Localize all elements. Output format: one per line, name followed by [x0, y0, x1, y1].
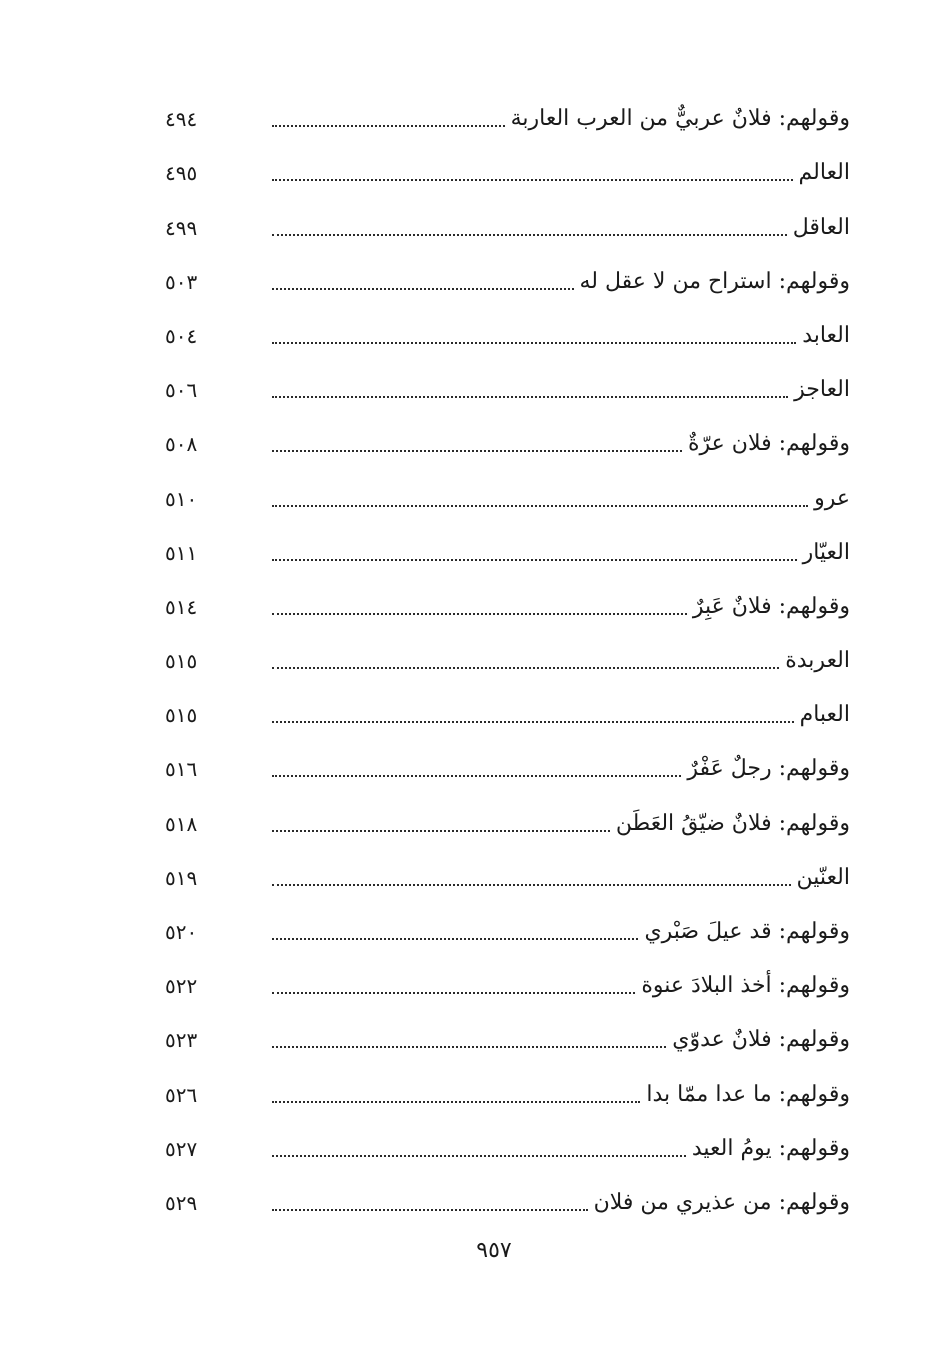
entry-page-number: ٥٢٧ — [165, 1136, 198, 1161]
entry-title: وقولهم: أخذ البلادَ عنوة — [641, 973, 850, 999]
toc-entry — [165, 514, 850, 568]
entry-title: العبام — [799, 702, 850, 728]
entry-title: العالم — [798, 160, 850, 186]
entry-title: العابد — [802, 322, 850, 348]
toc-entry — [165, 80, 850, 134]
toc-entry — [165, 243, 850, 297]
dot-leader — [272, 234, 787, 236]
entry-title: وقولهم: فلان عرّةٌ — [688, 431, 850, 457]
dot-leader — [272, 1209, 588, 1211]
dot-leader — [272, 179, 793, 181]
entry-title: وقولهم: قد عيلَ صَبْري — [644, 919, 850, 944]
entry-title: وقولهم: فلانٌ عدوّي — [672, 1027, 850, 1053]
entry-title: وقولهم: من عذيري من فلان — [593, 1189, 850, 1215]
dot-leader — [272, 505, 808, 507]
toc-entry — [165, 134, 850, 188]
dot-leader — [272, 342, 796, 344]
entry-page-number: ٥١٤ — [165, 594, 198, 619]
entry-title: وقولهم: رجلٌ عَفْرٌ — [687, 756, 850, 782]
footer-page-number: ٩٥٧ — [476, 1238, 512, 1263]
entry-page-number: ٥٠٨ — [165, 432, 198, 457]
toc-entry — [165, 730, 850, 784]
entry-title: العاقل — [792, 214, 850, 240]
entry-title: وقولهم: يومُ العيد — [691, 1135, 850, 1161]
toc-entry — [165, 676, 850, 730]
toc-entry — [165, 568, 850, 622]
entry-page-number: ٥٢٦ — [165, 1082, 198, 1107]
entry-page-number: ٥٢٢ — [165, 974, 198, 999]
entry-title: وقولهم: ما عدا ممّا بدا — [646, 1081, 850, 1107]
toc-entry — [165, 1110, 850, 1164]
dot-leader — [272, 830, 610, 832]
entry-title: العربدة — [785, 648, 850, 674]
entry-page-number: ٤٩٩ — [165, 215, 198, 240]
entry-page-number: ٥١٥ — [165, 649, 198, 674]
entry-title: وقولهم: فلانٌ ضيّقُ العَطَن — [615, 810, 850, 836]
toc-entry — [165, 351, 850, 405]
entry-page-number: ٥١٨ — [165, 811, 198, 836]
dot-leader — [272, 613, 687, 615]
entry-title: عرو — [814, 485, 850, 511]
dot-leader — [272, 288, 574, 290]
toc-entry — [165, 459, 850, 513]
entry-page-number: ٥٠٤ — [165, 323, 198, 348]
entry-page-number: ٥١٩ — [165, 865, 198, 890]
dot-leader — [272, 721, 794, 723]
entry-page-number: ٥١٦ — [165, 757, 198, 782]
table-of-contents — [165, 80, 850, 1218]
entry-page-number: ٥١٠ — [165, 486, 198, 511]
dot-leader — [272, 992, 635, 994]
toc-entry — [165, 839, 850, 893]
toc-entry — [165, 947, 850, 1001]
toc-entry — [165, 188, 850, 242]
toc-entry — [165, 1164, 850, 1218]
dot-leader — [272, 125, 505, 127]
toc-entry — [165, 784, 850, 838]
entry-page-number: ٥١١ — [165, 540, 198, 565]
dot-leader — [272, 450, 682, 452]
entry-page-number: ٤٩٤ — [165, 107, 198, 132]
dot-leader — [272, 775, 681, 777]
toc-entry — [165, 1001, 850, 1055]
entry-page-number: ٥٢٩ — [165, 1190, 198, 1215]
toc-entry — [165, 893, 850, 947]
dot-leader — [272, 1155, 686, 1157]
entry-title: العاجز — [794, 377, 850, 403]
toc-entry — [165, 1055, 850, 1109]
entry-page-number: ٥٢٣ — [165, 1028, 198, 1053]
entry-title: وقولهم: فلانٌ عربيٌّ من العرب العاربة — [510, 106, 850, 132]
dot-leader — [272, 667, 779, 669]
entry-page-number: ٥٠٦ — [165, 378, 198, 403]
entry-page-number: ٥١٥ — [165, 703, 198, 728]
entry-page-number: ٥٢٠ — [165, 920, 198, 944]
toc-entry — [165, 622, 850, 676]
dot-leader — [272, 396, 788, 398]
dot-leader — [272, 938, 638, 940]
dot-leader — [272, 559, 797, 561]
dot-leader — [272, 1101, 640, 1103]
dot-leader — [272, 1046, 666, 1048]
entry-title: العنّين — [796, 864, 850, 890]
entry-title: وقولهم: استراح من لا عقل له — [579, 268, 850, 294]
entry-page-number: ٥٠٣ — [165, 269, 198, 294]
entry-title: وقولهم: فلانٌ عَبِرٌ — [692, 593, 850, 619]
toc-entry — [165, 297, 850, 351]
toc-entry — [165, 405, 850, 459]
entry-title: العيّار — [802, 539, 850, 565]
dot-leader — [272, 884, 791, 886]
entry-page-number: ٤٩٥ — [165, 161, 198, 186]
